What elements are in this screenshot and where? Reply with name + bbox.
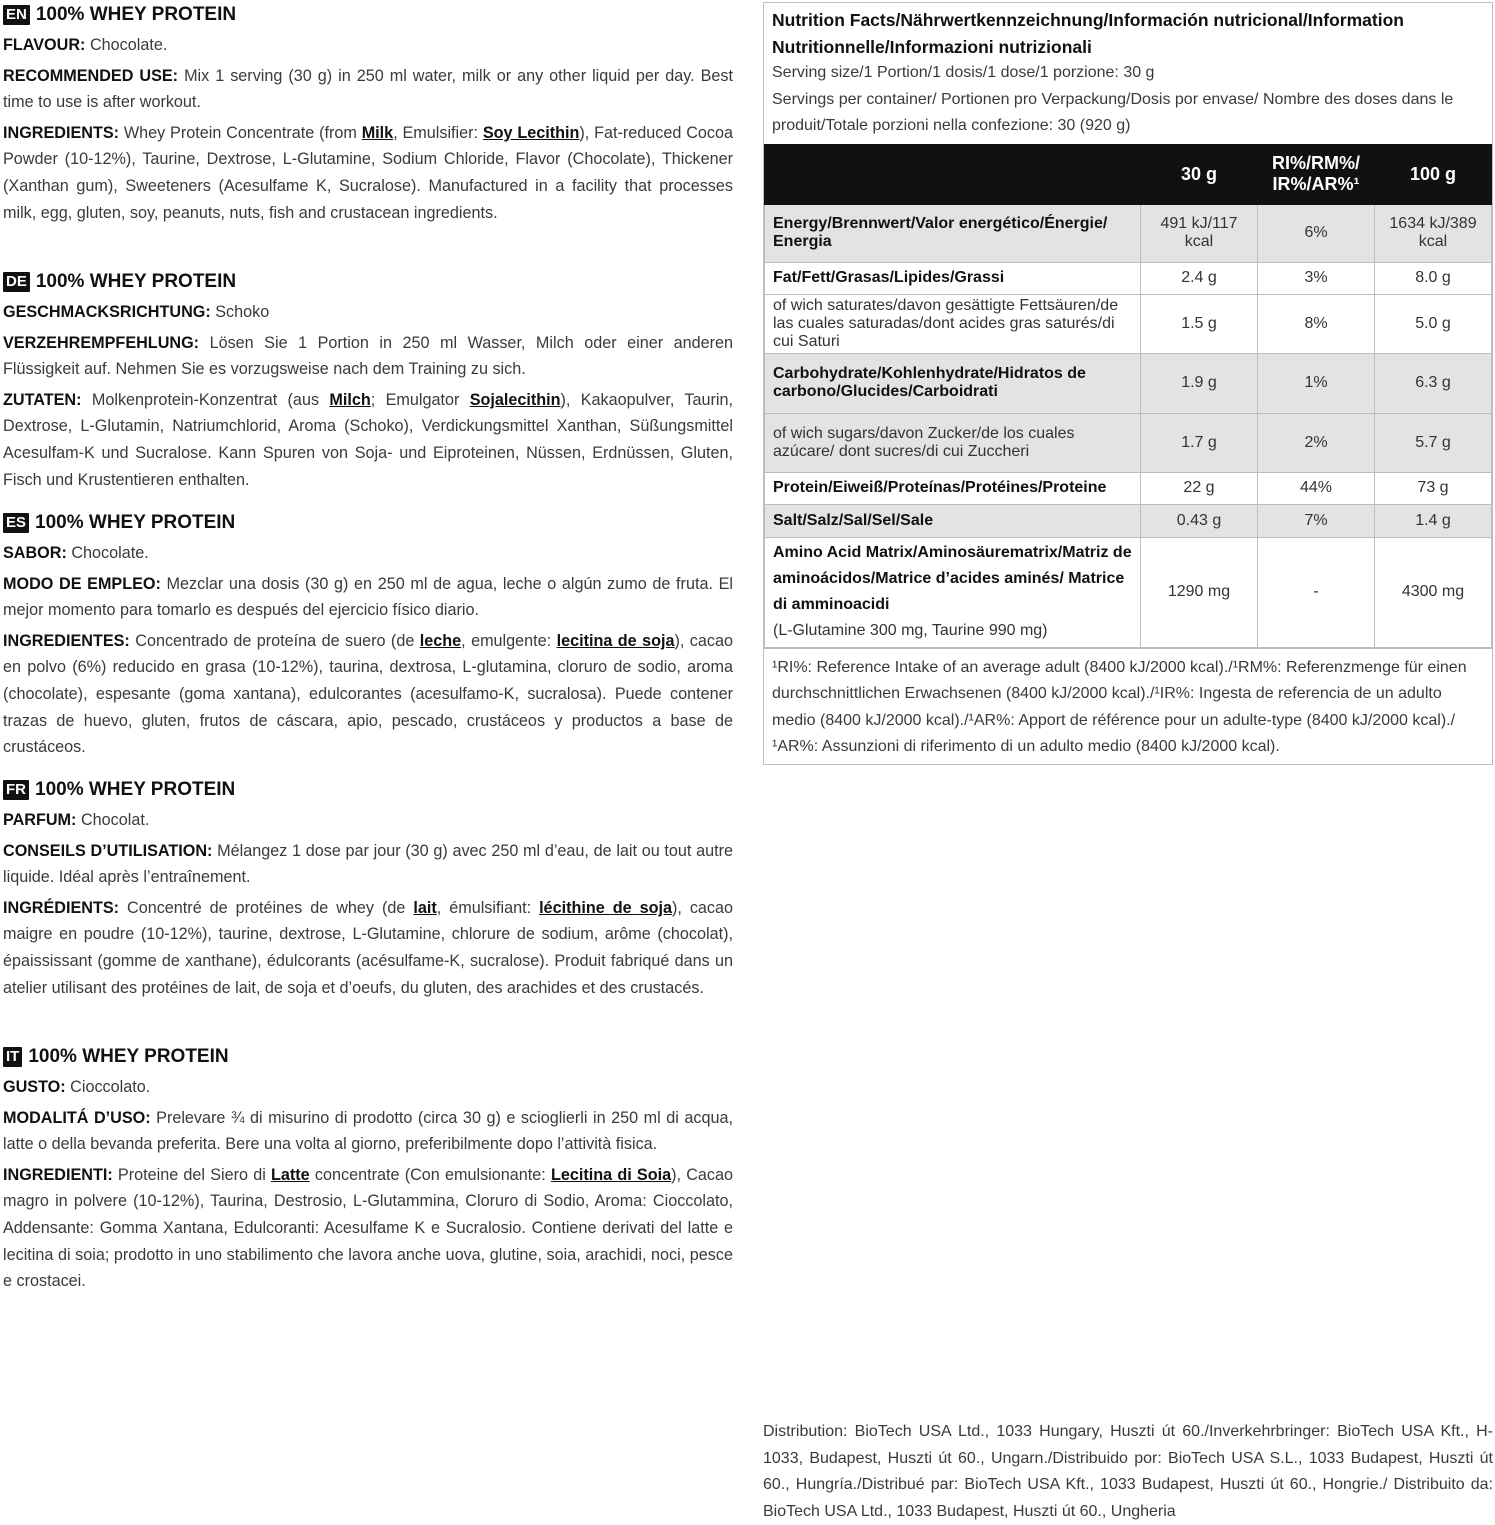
- flavour-value: Chocolate.: [89, 36, 168, 54]
- allergen: Milch: [329, 390, 371, 409]
- ingredients-text: ), cacao en polvo (6%) reducido en grasa (10-12%), taurina, dextrosa, L-glutamina, cloruro de sodio, aroma (chocolate), espesante (goma xantana), edulcorantes (acesulfamo-K, sucralosa). Puede contener trazas de huevo, gluten, frutos de cáscara, apio, pescado, crustáceos y productos a base de crustáceos.: [3, 631, 734, 757]
- usage-line: [3, 63, 733, 116]
- usage-text: Mezclar una dosis (30 g) en 250 ml de agua, leche o algún zumo de fruta. El mejor momento para tomarlo es después del ejercicio físico diario.: [3, 574, 733, 620]
- flavour-line: [3, 807, 733, 834]
- ingredients-text: ), cacao maigre en poudre (10-12%), taurine, dextrose, L-Glutamine, chlorure de sodium, arôme (chocolat), épaississant (gomme de xanthane), édulcorants (acésulfame-K, sucralose). Produit fabriqué dans un atelier utilisant des protéines de lait, de soja et d’oeufs, du gluten, des arachides et des crustacés.: [3, 898, 734, 997]
- lang-badge: ES: [3, 513, 29, 533]
- value-100g: 5.0 g: [1375, 294, 1492, 353]
- usage-text: Mix 1 serving (30 g) in 250 ml water, milk or any other liquid per day. Best time to use is after workout.: [3, 66, 734, 112]
- section-en: [3, 2, 733, 226]
- row-label: [765, 204, 1141, 262]
- product-title: 100% WHEY PROTEIN: [35, 4, 237, 25]
- usage-label: MODO DE EMPLEO:: [3, 574, 161, 593]
- ingredients-text: , Emulsifier:: [393, 123, 479, 142]
- section-title: [3, 1044, 733, 1070]
- saturates-label: of wich saturates/davon gesättigte Fettsäuren/de las cuales saturadas/dont acides gras saturés/di cui Saturi: [765, 294, 1141, 353]
- flavour-line: [3, 1074, 733, 1101]
- allergen: lait: [413, 898, 437, 917]
- ingredients-label: INGRÉDIENTS:: [3, 898, 120, 917]
- ingredients-text: , émulsifiant:: [436, 898, 532, 917]
- value-30g: 491 kJ/117 kcal: [1141, 204, 1258, 262]
- flavour-line: [3, 540, 733, 567]
- salt-label: Salt/Salz/Sal/Sel/Sale: [773, 511, 934, 529]
- ingredients-text: concentrate (Con emulsionante:: [314, 1165, 546, 1184]
- value-30g: 1.7 g: [1141, 413, 1258, 472]
- table-row: [765, 204, 1492, 262]
- nutrition-facts-panel: [763, 2, 1493, 765]
- value-ri: -: [1258, 537, 1375, 647]
- header-ri: RI%/RM%/ IR%/AR%¹: [1258, 144, 1375, 204]
- usage-label: RECOMMENDED USE:: [3, 66, 179, 85]
- ingredients-line: [3, 387, 733, 493]
- flavour-value: Chocolate.: [71, 544, 149, 562]
- flavour-line: [3, 299, 733, 326]
- row-label: [765, 537, 1141, 647]
- reference-intake-footnote: ¹RI%: Reference Intake of an average adult (8400 kJ/2000 kcal)./¹RM%: Referenzmenge für einen durchschnittlichen Erwachsenen (8400 kJ/2000 kcal)./¹IR%: Ingesta de referencia de un adulto medio (8400 kJ/2000 kcal)./¹AR%: Apport de référence pour un adulte-type (8400 kJ/2000 kcal)./¹AR%: Assunzioni di riferimento di un adulto medio (8400 kJ/2000 kcal).: [764, 648, 1492, 764]
- value-100g: 8.0 g: [1375, 262, 1492, 294]
- section-it: [3, 1044, 733, 1295]
- allergen: Lecitina di Soia: [550, 1165, 672, 1184]
- value-ri: 8%: [1258, 294, 1375, 353]
- lang-badge: FR: [3, 780, 29, 800]
- table-row: [765, 294, 1492, 353]
- allergen: Soy Lecithin: [482, 123, 580, 142]
- section-title: [3, 2, 733, 28]
- flavour-value: Cioccolato.: [70, 1078, 151, 1096]
- usage-text: Mélangez 1 dose par jour (30 g) avec 250 ml d’eau, de lait ou tout autre liquide. Idéal après l’entraînement.: [3, 841, 733, 887]
- amino-acid-note: (L-Glutamine 300 mg, Taurine 990 mg): [773, 622, 1048, 639]
- ingredients-text: ; Emulgator: [370, 390, 460, 409]
- flavour-line: [3, 32, 733, 59]
- product-title: 100% WHEY PROTEIN: [28, 1046, 229, 1067]
- ingredients-text: ), Fat-reduced Cocoa Powder (10-12%), Taurine, Dextrose, L-Glutamine, Sodium Chloride, Flavor (Chocolate), Thickener (Xanthan gum), Sweeteners (Acesulfame K, Sucralose). Manufactured in a facility that processes milk, egg, gluten, soy, peanuts, nuts, fish and crustacean ingredients.: [3, 123, 733, 222]
- flavour-value: Chocolat.: [80, 811, 150, 829]
- value-ri: 7%: [1258, 504, 1375, 537]
- value-30g: 0.43 g: [1141, 504, 1258, 537]
- row-label: [765, 472, 1141, 504]
- ingredients-text: Concentrado de proteína de suero (de: [135, 631, 415, 650]
- row-label: [765, 262, 1141, 294]
- usage-line: [3, 571, 733, 624]
- ingredients-text: Concentré de protéines de whey (de: [127, 898, 406, 917]
- header-blank: [765, 144, 1141, 204]
- allergen: lecitina de soja: [556, 631, 675, 650]
- table-row: [765, 537, 1492, 647]
- ingredients-text: ), Kakaopulver, Taurin, Dextrose, L-Glutamin, Natriumchlorid, Aroma (Schoko), Verdickungsmittel Xanthan, Süßungsmittel Acesulfam-K und Sucralose. Kann Spuren von Soja- und Eiproteinen, Nüssen, Erdnüssen, Gluten, Fisch und Krustentieren enthalten.: [3, 390, 733, 489]
- value-100g: 5.7 g: [1375, 413, 1492, 472]
- allergen: Milk: [361, 123, 394, 142]
- flavour-label: SABOR:: [3, 544, 67, 562]
- table-row: [765, 472, 1492, 504]
- ingredients-line: [3, 895, 733, 1001]
- flavour-value: Schoko: [215, 303, 270, 321]
- usage-label: VERZEHREMPFEHLUNG:: [3, 333, 200, 352]
- amino-acid-label: Amino Acid Matrix/Aminosäurematrix/Matriz de aminoácidos/Matrice d’acides aminés/ Matrice di amminoacidi: [773, 544, 1132, 613]
- allergen: Latte: [271, 1165, 310, 1184]
- nutrition-header: [764, 3, 1492, 144]
- value-100g: 73 g: [1375, 472, 1492, 504]
- lang-badge: IT: [3, 1047, 22, 1067]
- servings-per-container: Servings per container/ Portionen pro Verpackung/Dosis por envase/ Nombre des doses dans le produit/Totale porzioni nella confezione: 30 (920 g): [772, 90, 1454, 134]
- fat-label: Fat/Fett/Grasas/Lipides/Grassi: [773, 269, 1005, 286]
- table-row: [765, 413, 1492, 472]
- value-100g: 1634 kJ/389 kcal: [1375, 204, 1492, 262]
- value-ri: 2%: [1258, 413, 1375, 472]
- ingredients-label: INGREDIENTS:: [3, 123, 120, 142]
- section-title: [3, 777, 733, 803]
- ingredients-label: INGREDIENTES:: [3, 631, 130, 650]
- flavour-label: FLAVOUR:: [3, 36, 86, 54]
- ingredients-label: ZUTATEN:: [3, 390, 82, 409]
- value-ri: 6%: [1258, 204, 1375, 262]
- value-30g: 1.9 g: [1141, 353, 1258, 413]
- value-ri: 1%: [1258, 353, 1375, 413]
- usage-label: MODALITÁ D’USO:: [3, 1108, 151, 1127]
- product-title: 100% WHEY PROTEIN: [35, 271, 237, 292]
- value-100g: 4300 mg: [1375, 537, 1492, 647]
- value-100g: 6.3 g: [1375, 353, 1492, 413]
- usage-label: CONSEILS D’UTILISATION:: [3, 841, 213, 860]
- usage-line: [3, 330, 733, 383]
- table-row: [765, 504, 1492, 537]
- ingredients-text: Molkenprotein-Konzentrat (aus: [91, 390, 320, 409]
- usage-text: Prelevare ¾ di misurino di prodotto (circa 30 g) e scioglierli in 250 ml di acqua, latte o della bevanda preferita. Bere una volta al giorno, preferibilmente dopo l’attività fisica.: [3, 1108, 734, 1154]
- header-30g: 30 g: [1141, 144, 1258, 204]
- value-ri: 3%: [1258, 262, 1375, 294]
- usage-text: Lösen Sie 1 Portion in 250 ml Wasser, Milch oder einer anderen Flüssigkeit auf. Nehmen Sie es vorzugsweise nach dem Training zu sich.: [3, 333, 734, 379]
- energy-label: Energy/Brennwert/Valor energético/Énergie/ Energia: [773, 215, 1108, 250]
- lang-badge: EN: [3, 5, 30, 25]
- row-label: [765, 353, 1141, 413]
- allergen: lécithine de soja: [539, 898, 672, 917]
- usage-line: [3, 1105, 733, 1158]
- ingredients-label: INGREDIENTI:: [3, 1165, 113, 1184]
- flavour-label: PARFUM:: [3, 811, 77, 829]
- table-row: [765, 353, 1492, 413]
- protein-label: Protein/Eiweiß/Proteínas/Protéines/Proteine: [773, 479, 1107, 496]
- allergen: Sojalecithin: [469, 390, 561, 409]
- section-title: [3, 510, 733, 536]
- ingredients-text: Proteine del Siero di: [117, 1165, 266, 1184]
- table-header-row: [765, 144, 1492, 204]
- ingredients-text: Whey Protein Concentrate (from: [123, 123, 357, 142]
- distribution-info: Distribution: BioTech USA Ltd., 1033 Hungary, Huszti út 60./Inverkehrbringer: BioTech USA Kft., H-1033, Budapest, Huszti út 60., Ungarn./Distribuido por: BioTech USA S.L., 1033 Budapest, Huszti út 60., Hungría./Distribué par: BioTech USA Kft., 1033 Budapest, Huszti út 60., Hongrie./ Distribuito da: BioTech USA Ltd., 1033 Budapest, Huszti út 60., Ungheria: [763, 1423, 1493, 1520]
- sugars-label: of wich sugars/davon Zucker/de los cuales azúcare/ dont sucres/di cui Zuccheri: [765, 413, 1141, 472]
- value-100g: 1.4 g: [1375, 504, 1492, 537]
- flavour-label: GUSTO:: [3, 1078, 66, 1096]
- section-title: [3, 269, 733, 295]
- ingredients-text: ), Cacao magro in polvere (10-12%), Taurina, Destrosio, L-Glutammina, Cloruro di Sodio, Aroma: Cioccolato, Addensante: Gomma Xantana, Edulcoranti: Acesulfame K e Sucralosio. Contiene derivati del latte e lecitina di soia; prodotto in uno stabilimento che lavora anche uova, glutine, soia, arachidi, noci, pesce e crostacei.: [3, 1165, 733, 1291]
- serving-size: Serving size/1 Portion/1 dosis/1 dose/1 porzione: 30 g: [772, 64, 1155, 81]
- section-de: [3, 269, 733, 493]
- ingredients-line: [3, 628, 733, 761]
- table-row: [765, 262, 1492, 294]
- lang-badge: DE: [3, 272, 30, 292]
- section-fr: [3, 777, 733, 1001]
- carbohydrate-label: Carbohydrate/Kohlenhydrate/Hidratos de carbono/Glucides/Carboidrati: [773, 365, 1086, 400]
- flavour-label: GESCHMACKSRICHTUNG:: [3, 303, 211, 321]
- nutrition-title: Nutrition Facts/Nährwertkennzeichnung/Información nutricional/Information Nutritionnelle/Informazioni nutrizionali: [772, 10, 1404, 57]
- header-100g: 100 g: [1375, 144, 1492, 204]
- ingredients-line: [3, 120, 733, 226]
- value-30g: 1.5 g: [1141, 294, 1258, 353]
- section-es: [3, 510, 733, 761]
- ingredients-text: , emulgente:: [461, 631, 552, 650]
- nutrition-table: [764, 144, 1492, 648]
- product-title: 100% WHEY PROTEIN: [35, 512, 236, 533]
- value-30g: 2.4 g: [1141, 262, 1258, 294]
- row-label: [765, 504, 1141, 537]
- value-30g: 1290 mg: [1141, 537, 1258, 647]
- value-ri: 44%: [1258, 472, 1375, 504]
- allergen: leche: [419, 631, 462, 650]
- ingredients-line: [3, 1162, 733, 1295]
- product-title: 100% WHEY PROTEIN: [35, 779, 236, 800]
- value-30g: 22 g: [1141, 472, 1258, 504]
- usage-line: [3, 838, 733, 891]
